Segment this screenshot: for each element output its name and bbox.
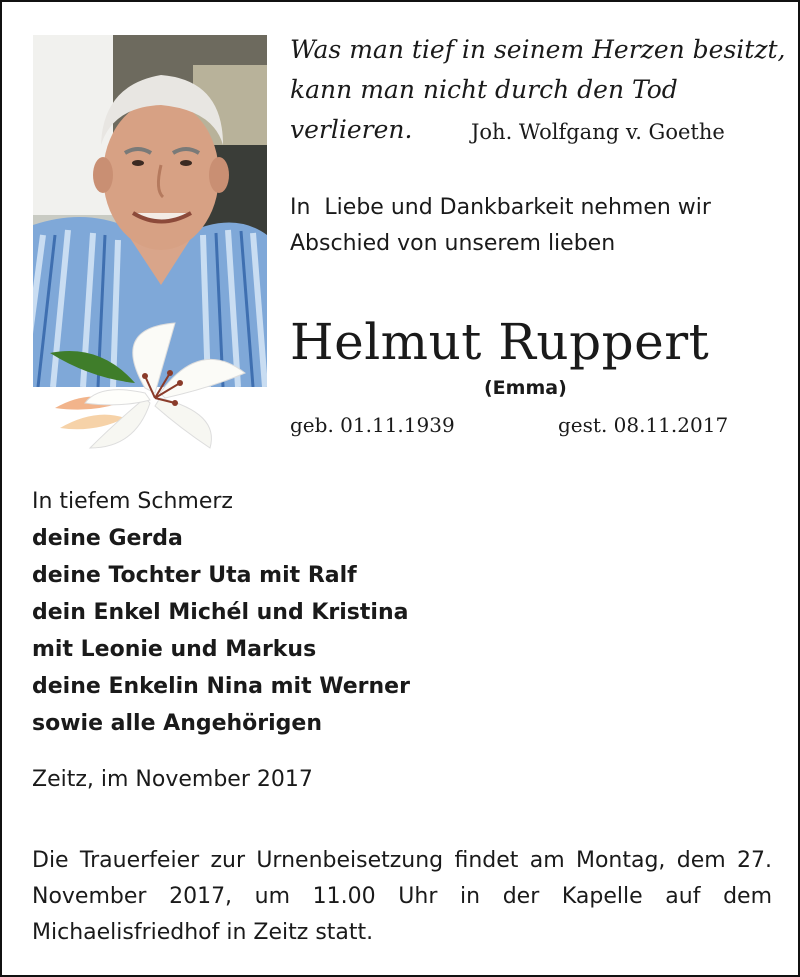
mourner-name: deine Enkelin Nina mit Werner <box>32 674 410 699</box>
funeral-notice: Die Trauerfeier zur Urnenbeisetzung findet am Montag, dem 27. November 2017, um 11.00 Uhr in der Kapelle auf dem Michaelisfriedhof in Zeitz statt. <box>32 848 772 945</box>
mourners-list <box>32 483 410 742</box>
mourner-name: deine Tochter Uta mit Ralf <box>32 563 357 588</box>
place-and-date: Zeitz, im November 2017 <box>32 767 313 792</box>
intro-line-1: In Liebe und Dankbarkeit nehmen wir <box>290 195 711 220</box>
mourner-name: sowie alle Angehörigen <box>32 711 323 736</box>
quote-line-2: kann man nicht durch den Tod verlieren. <box>290 75 678 144</box>
birth-date: geb. 01.11.1939 <box>290 413 455 437</box>
intro-text <box>290 190 711 262</box>
mourner-name: mit Leonie und Markus <box>32 637 317 662</box>
death-date: gest. 08.11.2017 <box>558 413 729 437</box>
mourner-name: deine Gerda <box>32 526 183 551</box>
mourners-heading: In tiefem Schmerz <box>32 489 233 514</box>
intro-line-2: Abschied von unserem lieben <box>290 231 616 256</box>
white-lily-icon <box>50 318 250 458</box>
quote-line-1: Was man tief in seinem Herzen besitzt, <box>290 35 786 64</box>
deceased-name: Helmut Ruppert <box>290 313 710 371</box>
quote-author: Joh. Wolfgang v. Goethe <box>471 120 725 144</box>
deceased-alias: (Emma) <box>484 377 567 399</box>
mourner-name: dein Enkel Michél und Kristina <box>32 600 409 625</box>
